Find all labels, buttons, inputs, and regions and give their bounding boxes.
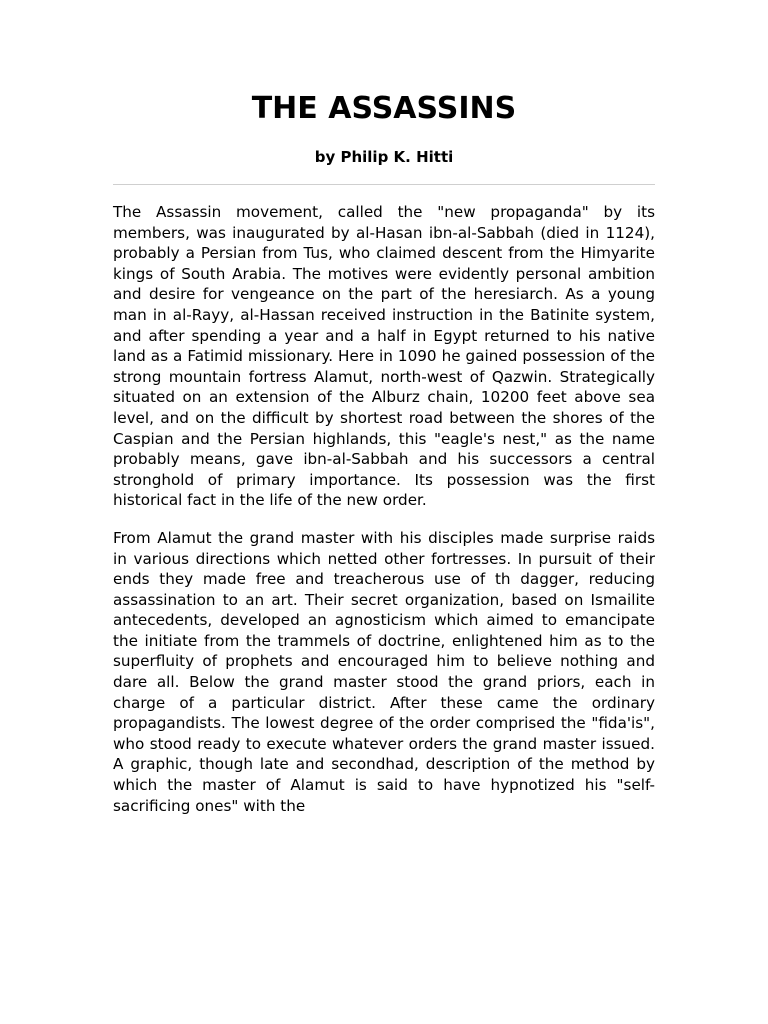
paragraph-1: The Assassin movement, called the "new propaganda" by its members, was inaugurated by al-Hasan ibn-al-Sabbah (died in 1124), probably a Persian from Tus, who claimed descent from the Himyarite kings of South Arabia. The motives were evidently personal ambition and desire for vengeance on the part of the heresiarch. As a young man in al-Rayy, al-Hassan received instruction in the Batinite system, and after spending a year and a half in Egypt returned to his native land as a Fatimid missionary. Here in 1090 he gained possession of the strong mountain fortress Alamut, north-west of Qazwin. Strategically situated on an extension of the Alburz chain, 10200 feet above sea level, and on the difficult by shortest road between the shores of the Caspian and the Persian highlands, this "eagle's nest," as the name probably means, gave ibn-al-Sabbah and his successors a central stronghold of primary importance. Its possession was the first historical fact in the life of the new order.: [113, 203, 655, 510]
title-divider: [113, 184, 655, 185]
document-author: by Philip K. Hitti: [314, 148, 454, 166]
document-title: THE ASSASSINS: [251, 91, 517, 126]
paragraph-2: From Alamut the grand master with his disciples made surprise raids in various directions which netted other fortresses. In pursuit of their ends they made free and treacherous use of th dagger, reducing assassination to an art. Their secret organization, based on Ismailite antecedents, developed an agnosticism which aimed to emancipate the initiate from the trammels of doctrine, enlightened him as to the superfluity of prophets and encouraged him to believe nothing and dare all. Below the grand master stood the grand priors, each in charge of a particular district. After these came the ordinary propagandists. The lowest degree of the order comprised the "fida'is", who stood ready to execute whatever orders the grand master issued. A graphic, though late and secondhad, description of the method by which the master of Alamut is said to have hypnotized his "self-sacrificing ones" with the: [113, 528, 655, 815]
document-body: [113, 202, 655, 833]
